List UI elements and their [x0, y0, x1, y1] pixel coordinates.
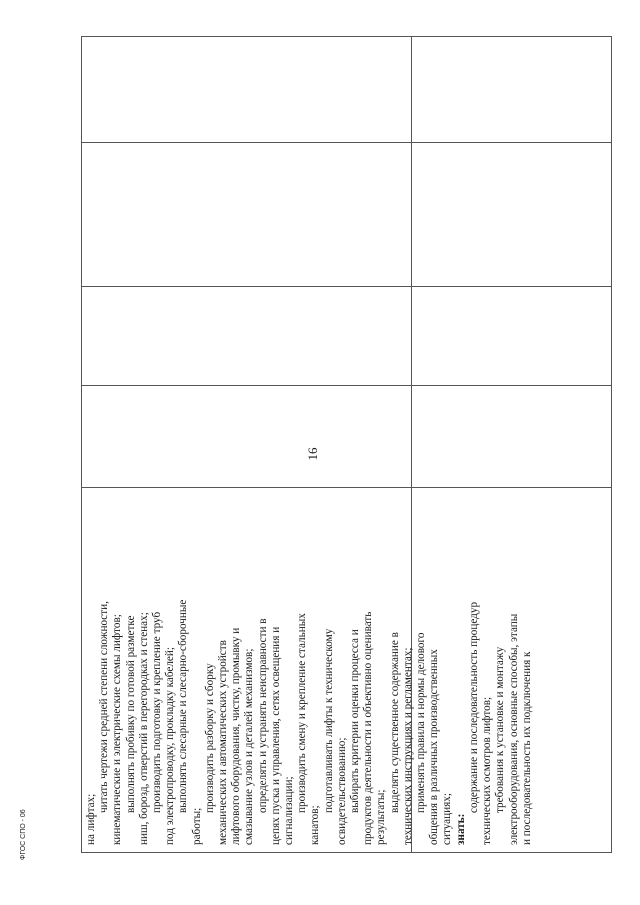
cell-line: сигнализации; — [283, 776, 296, 845]
cell-line: механических и автоматических устройств — [217, 640, 230, 845]
cell-line: лифтового оборудования, чистку, промывку и — [230, 627, 243, 845]
cell-line: цепях пуска и управления, сетях освещения и — [269, 626, 282, 845]
cell-line: требования к установке и монтажу — [494, 646, 507, 813]
cell-line: смазывание узлов и деталей механизмов; — [243, 648, 256, 845]
cell-line: электрооборудования, основные способы, этапы — [507, 613, 520, 845]
cell-line: и последовательность их подключения к — [520, 651, 533, 845]
cell-line: ниш, борозд, отверстий в перегородках и стенах; — [137, 612, 150, 845]
table-border-top — [81, 36, 612, 37]
table-row-divider-1 — [81, 142, 612, 143]
footer-label: ФГОС СПО - 06 — [20, 809, 27, 860]
cell-line: кинематические и электрические схемы лифтов; — [111, 614, 124, 845]
cell-line: выполнять слесарные и слесарно-сборочные — [177, 599, 190, 813]
cell-line: технических осмотров лифтов; — [481, 696, 494, 845]
cell-line: общения в различных производственных — [428, 649, 441, 845]
cell-line: применять правила и нормы делового — [415, 632, 428, 813]
cell-line: продуктов деятельности и объективно оценивать — [362, 611, 375, 845]
cell-line: ситуациях; — [441, 793, 454, 845]
page-number: 16 — [305, 447, 320, 461]
cell-line: результаты; — [375, 789, 388, 845]
cell-line: освидетельствованию; — [335, 737, 348, 845]
cell-line: производить разборку и сборку — [203, 663, 216, 813]
table-border-bottom — [81, 852, 612, 853]
table-row-divider-2 — [81, 286, 612, 287]
cell-line: выполнять пробивку по готовой разметке — [124, 615, 137, 813]
cell-line: определять и устранять неисправности в — [256, 618, 269, 813]
cell-text — [82, 489, 534, 851]
table-border-right — [611, 36, 612, 853]
cell-line: под электропроводку, прокладку кабелей; — [164, 647, 177, 845]
cell-line: читать чертежи средней степени сложности, — [98, 601, 111, 813]
cell-line: подготавливать лифты к техническому — [322, 628, 335, 813]
cell-line: выделять существенное содержание в — [388, 632, 401, 813]
cell-line: производить подготовку и крепление труб — [151, 611, 164, 813]
cell-line: производить смену и крепление стальных — [296, 613, 309, 813]
cell-line: канатов; — [309, 805, 322, 845]
cell-line: технических инструкциях и регламентах; — [401, 647, 414, 845]
cell-line: содержание и последовательность процедур — [467, 601, 480, 813]
cell-line: знать: — [454, 813, 467, 845]
cell-line: на лифтах; — [85, 793, 97, 845]
skills-knowledge-cell — [82, 489, 533, 851]
table-row-divider-4 — [81, 487, 612, 488]
cell-line: работы; — [190, 807, 203, 845]
table-row-divider-3 — [81, 385, 612, 386]
cell-line: выбирать критерии оценки процесса и — [349, 629, 362, 813]
